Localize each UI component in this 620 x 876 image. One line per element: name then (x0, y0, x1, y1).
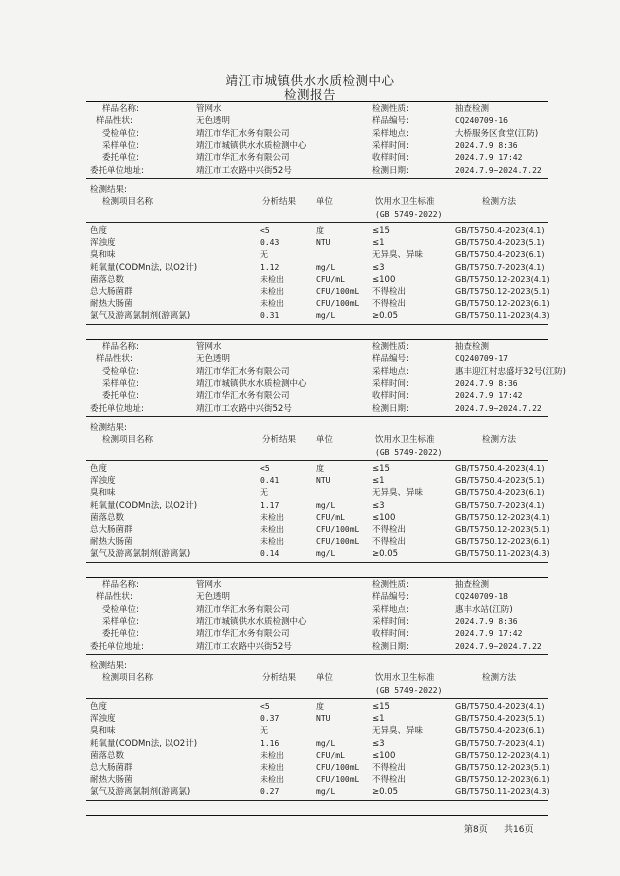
standard-limit: ≤15 (372, 702, 390, 712)
unit-value: CFU/100mL (316, 537, 360, 547)
result-value: <5 (260, 464, 270, 473)
result-value: 未检出 (260, 763, 284, 772)
label-sample-prop: 样品性状: (96, 354, 133, 365)
results-header-row (0, 434, 620, 446)
label-sample-prop: 样品性状: (96, 592, 133, 603)
label-sampling-site: 采样地点: (372, 604, 409, 615)
sample-info-row (0, 604, 620, 616)
standard-limit: ≤1 (372, 476, 385, 487)
result-value: 1.12 (260, 262, 280, 272)
value-name: 管网水 (196, 104, 222, 114)
label-sampling-site: 采样地点: (372, 366, 409, 377)
result-value: 未检出 (260, 525, 284, 534)
page-total: 共16页 (504, 825, 534, 835)
standard-limit: 不得检出 (372, 299, 407, 310)
unit-value: CFU/mL (316, 274, 345, 284)
value-commissioner-addr: 靖江市工农路中兴街52号 (196, 641, 292, 652)
value-receive-time: 2024.7.9 17:42 (455, 629, 523, 639)
item-name: 耐热大肠菌 (90, 299, 133, 310)
label-sample-name: 样品名称: (102, 104, 139, 114)
item-name: 耗氧量(CODMn法, 以O2计) (90, 738, 198, 749)
divider-line (86, 339, 548, 340)
sample-info-row (0, 115, 620, 127)
results-header-row (0, 672, 620, 684)
item-name: 氯气及游离氯制剂(游离氯) (90, 549, 191, 560)
col-method-header: 检测方法 (482, 673, 517, 683)
label-sampling-time: 采样时间: (372, 616, 409, 627)
table-row (0, 274, 620, 286)
label-client: 受检单位: (102, 128, 139, 139)
unit-value: CFU/mL (316, 750, 345, 760)
col-standard-header: 饮用水卫生标准 (375, 673, 435, 683)
method-value: GB/T5750.12-2023(4.1) (455, 750, 550, 760)
divider-line (86, 562, 548, 563)
standard-limit: 无异臭、异味 (372, 250, 424, 261)
sample-info-row (0, 353, 620, 365)
result-value: 0.14 (260, 549, 280, 559)
value-sampling-time: 2024.7.9 8:36 (455, 140, 518, 150)
label-sample-name: 样品名称: (102, 342, 139, 352)
result-value: 未检出 (260, 512, 284, 522)
item-name: 臭和味 (90, 726, 116, 737)
method-value: GB/T5750.12-2023(6.1) (455, 537, 550, 547)
table-row (0, 786, 620, 798)
col-result-header: 分析结果 (262, 197, 297, 207)
col-result-header: 分析结果 (262, 435, 297, 445)
label-sampler: 采样单位: (102, 616, 139, 627)
unit-value: CFU/100mL (316, 775, 360, 785)
label-test-type: 检测性质: (372, 580, 409, 590)
standard-limit: 不得检出 (372, 537, 407, 548)
divider-line (86, 101, 548, 102)
unit-value: 度 (316, 226, 324, 235)
method-value: GB/T5750.12-2023(5.1) (455, 525, 550, 534)
divider-line (86, 460, 548, 461)
divider-line (86, 577, 548, 578)
result-value: <5 (260, 702, 270, 711)
standard-limit: ≤100 (372, 512, 396, 523)
value-prop: 无色透明 (196, 354, 231, 365)
method-value: GB/T5750.4-2023(4.1) (455, 702, 545, 711)
col-method-header: 检测方法 (482, 197, 517, 207)
item-name: 总大肠菌群 (90, 525, 133, 535)
sample-info-row (0, 152, 620, 164)
sample-info-row (0, 378, 620, 390)
sample-info-row (0, 128, 620, 140)
item-name: 总大肠菌群 (90, 287, 133, 297)
table-row (0, 298, 620, 310)
item-name: 菌落总数 (90, 512, 125, 523)
item-name: 色度 (90, 226, 108, 236)
label-receive-time: 收样时间: (372, 629, 409, 640)
sample-info-row (0, 641, 620, 653)
standard-limit: ≤3 (372, 262, 385, 273)
col-standard-header: 饮用水卫生标准 (375, 435, 435, 445)
method-value: GB/T5750.12-2023(6.1) (455, 299, 550, 309)
method-value: GB/T5750.4-2023(4.1) (455, 226, 545, 235)
value-test-type: 抽查检测 (455, 342, 490, 352)
sample-info-row (0, 140, 620, 152)
unit-value: CFU/100mL (316, 299, 360, 309)
standard-limit: 无异臭、异味 (372, 488, 424, 499)
divider-line (86, 654, 548, 655)
divider-line (86, 324, 548, 325)
results-header-row-2 (0, 209, 620, 221)
label-sampler: 采样单位: (102, 378, 139, 389)
unit-value: CFU/100mL (316, 525, 360, 534)
table-row (0, 310, 620, 322)
col-standard-code: (GB 5749-2022) (375, 686, 443, 695)
item-name: 氯气及游离氯制剂(游离氯) (90, 787, 191, 798)
unit-value: mg/L (316, 262, 336, 272)
method-value: GB/T5750.4-2023(5.1) (455, 238, 545, 248)
value-sample-no: CQ240709-18 (455, 592, 508, 602)
table-row (0, 225, 620, 237)
value-site: 惠丰迎江村忠盛圩32号(江防) (455, 366, 566, 377)
table-row (0, 475, 620, 487)
result-value: 无 (260, 250, 268, 260)
divider-line (86, 222, 548, 223)
label-sample-no: 样品编号: (372, 592, 409, 603)
results-header-row-2 (0, 447, 620, 459)
result-value: 未检出 (260, 537, 284, 547)
value-test-type: 抽查检测 (455, 104, 490, 114)
method-value: GB/T5750.12-2023(5.1) (455, 287, 550, 296)
standard-limit: ≤3 (372, 500, 385, 511)
unit-value: mg/L (316, 787, 336, 797)
value-test-type: 抽查检测 (455, 580, 490, 590)
col-unit-header: 单位 (316, 435, 334, 445)
label-sample-no: 样品编号: (372, 116, 409, 127)
sample-info-row (0, 390, 620, 402)
table-row (0, 738, 620, 750)
label-receive-time: 收样时间: (372, 153, 409, 164)
col-standard-code: (GB 5749-2022) (375, 210, 443, 219)
table-row (0, 500, 620, 512)
divider-line (86, 815, 548, 816)
value-receive-time: 2024.7.9 17:42 (455, 391, 523, 401)
col-standard-code: (GB 5749-2022) (375, 448, 443, 457)
table-row (0, 536, 620, 548)
label-test-date: 检测日期: (372, 641, 409, 652)
item-name: 色度 (90, 464, 108, 474)
result-value: 未检出 (260, 750, 284, 760)
col-unit-header: 单位 (316, 673, 334, 683)
method-value: GB/T5750.7-2023(4.1) (455, 262, 545, 272)
result-value: 未检出 (260, 299, 284, 309)
item-name: 耐热大肠菌 (90, 537, 133, 548)
label-commissioner-addr: 委托单位地址: (90, 403, 144, 414)
method-value: GB/T5750.4-2023(6.1) (455, 488, 545, 498)
value-commissioner: 靖江市华汇水务有限公司 (196, 391, 290, 402)
sample-info-row (0, 591, 620, 603)
report-subtitle: 检测报告 (283, 87, 336, 102)
label-commissioner: 委托单位: (102, 391, 139, 402)
unit-value: mg/L (316, 738, 336, 748)
value-client: 靖江市华汇水务有限公司 (196, 366, 290, 377)
results-label: 检测结果: (90, 423, 127, 433)
method-value: GB/T5750.12-2023(6.1) (455, 775, 550, 785)
unit-value: NTU (316, 476, 331, 486)
sample-info-row (0, 628, 620, 640)
item-name: 总大肠菌群 (90, 763, 133, 773)
label-commissioner: 委托单位: (102, 629, 139, 640)
table-row (0, 750, 620, 762)
sample-info-row (0, 403, 620, 415)
label-sampler: 采样单位: (102, 140, 139, 151)
result-value: 未检出 (260, 287, 284, 296)
unit-value: CFU/mL (316, 512, 345, 522)
label-test-type: 检测性质: (372, 342, 409, 352)
results-heading (0, 184, 620, 196)
label-sample-prop: 样品性状: (96, 116, 133, 127)
value-client: 靖江市华汇水务有限公司 (196, 128, 290, 139)
results-label: 检测结果: (90, 185, 127, 195)
item-name: 色度 (90, 702, 108, 712)
result-value: <5 (260, 226, 270, 235)
page-number: 第8页 (464, 825, 488, 835)
value-sampler: 靖江市城镇供水水质检测中心 (196, 378, 307, 389)
table-row (0, 512, 620, 524)
method-value: GB/T5750.4-2023(5.1) (455, 476, 545, 486)
result-value: 无 (260, 488, 268, 498)
unit-value: mg/L (316, 500, 336, 510)
sample-info-row (0, 616, 620, 628)
method-value: GB/T5750.7-2023(4.1) (455, 738, 545, 748)
method-value: GB/T5750.4-2023(5.1) (455, 714, 545, 724)
sample-info-row (0, 165, 620, 177)
method-value: GB/T5750.7-2023(4.1) (455, 500, 545, 510)
results-label: 检测结果: (90, 661, 127, 671)
item-name: 菌落总数 (90, 750, 125, 761)
standard-limit: ≤100 (372, 750, 396, 761)
method-value: GB/T5750.12-2023(5.1) (455, 763, 550, 772)
divider-line (86, 416, 548, 417)
table-row (0, 237, 620, 249)
unit-value: CFU/100mL (316, 763, 360, 772)
result-value: 未检出 (260, 274, 284, 284)
value-prop: 无色透明 (196, 592, 231, 603)
standard-limit: ≤15 (372, 464, 390, 474)
results-header-row-2 (0, 685, 620, 697)
result-value: 0.31 (260, 311, 280, 321)
item-name: 浑浊度 (90, 238, 116, 249)
item-name: 耐热大肠菌 (90, 775, 133, 786)
table-row (0, 713, 620, 725)
divider-line (86, 698, 548, 699)
results-heading (0, 660, 620, 672)
label-commissioner: 委托单位: (102, 153, 139, 164)
divider-line (86, 800, 548, 801)
report-title: 靖江市城镇供水水质检测中心 (225, 73, 395, 88)
divider-line (86, 178, 548, 179)
unit-value: mg/L (316, 549, 336, 559)
col-item-header: 检测项目名称 (102, 435, 154, 445)
value-name: 管网水 (196, 580, 222, 590)
standard-limit: ≥0.05 (372, 549, 399, 560)
item-name: 臭和味 (90, 488, 116, 499)
results-header-row (0, 196, 620, 208)
value-site: 惠丰水站(江防) (455, 604, 513, 615)
value-commissioner-addr: 靖江市工农路中兴街52号 (196, 403, 292, 414)
item-name: 浑浊度 (90, 476, 116, 487)
label-commissioner-addr: 委托单位地址: (90, 641, 144, 652)
col-method-header: 检测方法 (482, 435, 517, 445)
value-commissioner: 靖江市华汇水务有限公司 (196, 629, 290, 640)
label-client: 受检单位: (102, 366, 139, 377)
method-value: GB/T5750.11-2023(4.3) (455, 311, 550, 321)
value-sampler: 靖江市城镇供水水质检测中心 (196, 616, 307, 627)
standard-limit: ≤1 (372, 714, 385, 725)
unit-value: 度 (316, 702, 324, 711)
value-test-date: 2024.7.9~2024.7.22 (455, 641, 542, 651)
item-name: 浑浊度 (90, 714, 116, 725)
result-value: 0.27 (260, 787, 280, 797)
method-value: GB/T5750.12-2023(4.1) (455, 512, 550, 522)
table-row (0, 463, 620, 475)
standard-limit: ≤3 (372, 738, 385, 749)
value-sample-no: CQ240709-17 (455, 354, 508, 364)
item-name: 臭和味 (90, 250, 116, 261)
col-item-header: 检测项目名称 (102, 673, 154, 683)
table-row (0, 524, 620, 536)
label-test-type: 检测性质: (372, 104, 409, 114)
method-value: GB/T5750.4-2023(6.1) (455, 250, 545, 260)
value-test-date: 2024.7.9~2024.7.22 (455, 165, 542, 175)
method-value: GB/T5750.11-2023(4.3) (455, 787, 550, 797)
label-commissioner-addr: 委托单位地址: (90, 165, 144, 176)
results-heading (0, 422, 620, 434)
standard-limit: 不得检出 (372, 763, 407, 773)
standard-limit: 不得检出 (372, 525, 407, 535)
value-name: 管网水 (196, 342, 222, 352)
table-row (0, 762, 620, 774)
sample-info-row (0, 103, 620, 115)
value-sampling-time: 2024.7.9 8:36 (455, 378, 518, 388)
standard-limit: ≤100 (372, 274, 396, 285)
table-row (0, 548, 620, 560)
result-value: 1.16 (260, 738, 280, 748)
col-standard-header: 饮用水卫生标准 (375, 197, 435, 207)
table-row (0, 249, 620, 261)
label-sampling-time: 采样时间: (372, 140, 409, 151)
method-value: GB/T5750.12-2023(4.1) (455, 274, 550, 284)
value-sampler: 靖江市城镇供水水质检测中心 (196, 140, 307, 151)
method-value: GB/T5750.4-2023(6.1) (455, 726, 545, 736)
result-value: 未检出 (260, 775, 284, 785)
label-sampling-time: 采样时间: (372, 378, 409, 389)
value-prop: 无色透明 (196, 116, 231, 127)
label-sample-name: 样品名称: (102, 580, 139, 590)
result-value: 1.17 (260, 500, 280, 510)
standard-limit: ≤15 (372, 226, 390, 236)
standard-limit: ≤1 (372, 238, 385, 249)
value-site: 大桥服务区食堂(江防) (455, 128, 539, 139)
table-row (0, 701, 620, 713)
label-client: 受检单位: (102, 604, 139, 615)
method-value: GB/T5750.11-2023(4.3) (455, 549, 550, 559)
item-name: 菌落总数 (90, 274, 125, 285)
unit-value: NTU (316, 714, 331, 724)
table-row (0, 487, 620, 499)
result-value: 0.43 (260, 238, 280, 248)
label-sampling-site: 采样地点: (372, 128, 409, 139)
item-name: 耗氧量(CODMn法, 以O2计) (90, 262, 198, 273)
col-result-header: 分析结果 (262, 673, 297, 683)
unit-value: CFU/100mL (316, 287, 360, 296)
table-row (0, 774, 620, 786)
standard-limit: ≥0.05 (372, 787, 399, 798)
unit-value: 度 (316, 464, 324, 473)
value-commissioner: 靖江市华汇水务有限公司 (196, 153, 290, 164)
unit-value: NTU (316, 238, 331, 248)
col-unit-header: 单位 (316, 197, 334, 207)
col-item-header: 检测项目名称 (102, 197, 154, 207)
sample-info-row (0, 579, 620, 591)
value-test-date: 2024.7.9~2024.7.22 (455, 403, 542, 413)
table-row (0, 725, 620, 737)
result-value: 0.37 (260, 714, 280, 724)
sample-info-row (0, 341, 620, 353)
sample-info-row (0, 366, 620, 378)
item-name: 氯气及游离氯制剂(游离氯) (90, 311, 191, 322)
label-test-date: 检测日期: (372, 403, 409, 414)
value-sample-no: CQ240709-16 (455, 116, 508, 126)
standard-limit: 不得检出 (372, 775, 407, 786)
unit-value: mg/L (316, 311, 336, 321)
label-sample-no: 样品编号: (372, 354, 409, 365)
standard-limit: 无异臭、异味 (372, 726, 424, 737)
method-value: GB/T5750.4-2023(4.1) (455, 464, 545, 473)
value-sampling-time: 2024.7.9 8:36 (455, 616, 518, 626)
standard-limit: 不得检出 (372, 287, 407, 297)
result-value: 0.41 (260, 476, 280, 486)
table-row (0, 262, 620, 274)
value-client: 靖江市华汇水务有限公司 (196, 604, 290, 615)
label-test-date: 检测日期: (372, 165, 409, 176)
value-commissioner-addr: 靖江市工农路中兴街52号 (196, 165, 292, 176)
result-value: 无 (260, 726, 268, 736)
value-receive-time: 2024.7.9 17:42 (455, 153, 523, 163)
item-name: 耗氧量(CODMn法, 以O2计) (90, 500, 198, 511)
table-row (0, 286, 620, 298)
standard-limit: ≥0.05 (372, 311, 399, 322)
label-receive-time: 收样时间: (372, 391, 409, 402)
